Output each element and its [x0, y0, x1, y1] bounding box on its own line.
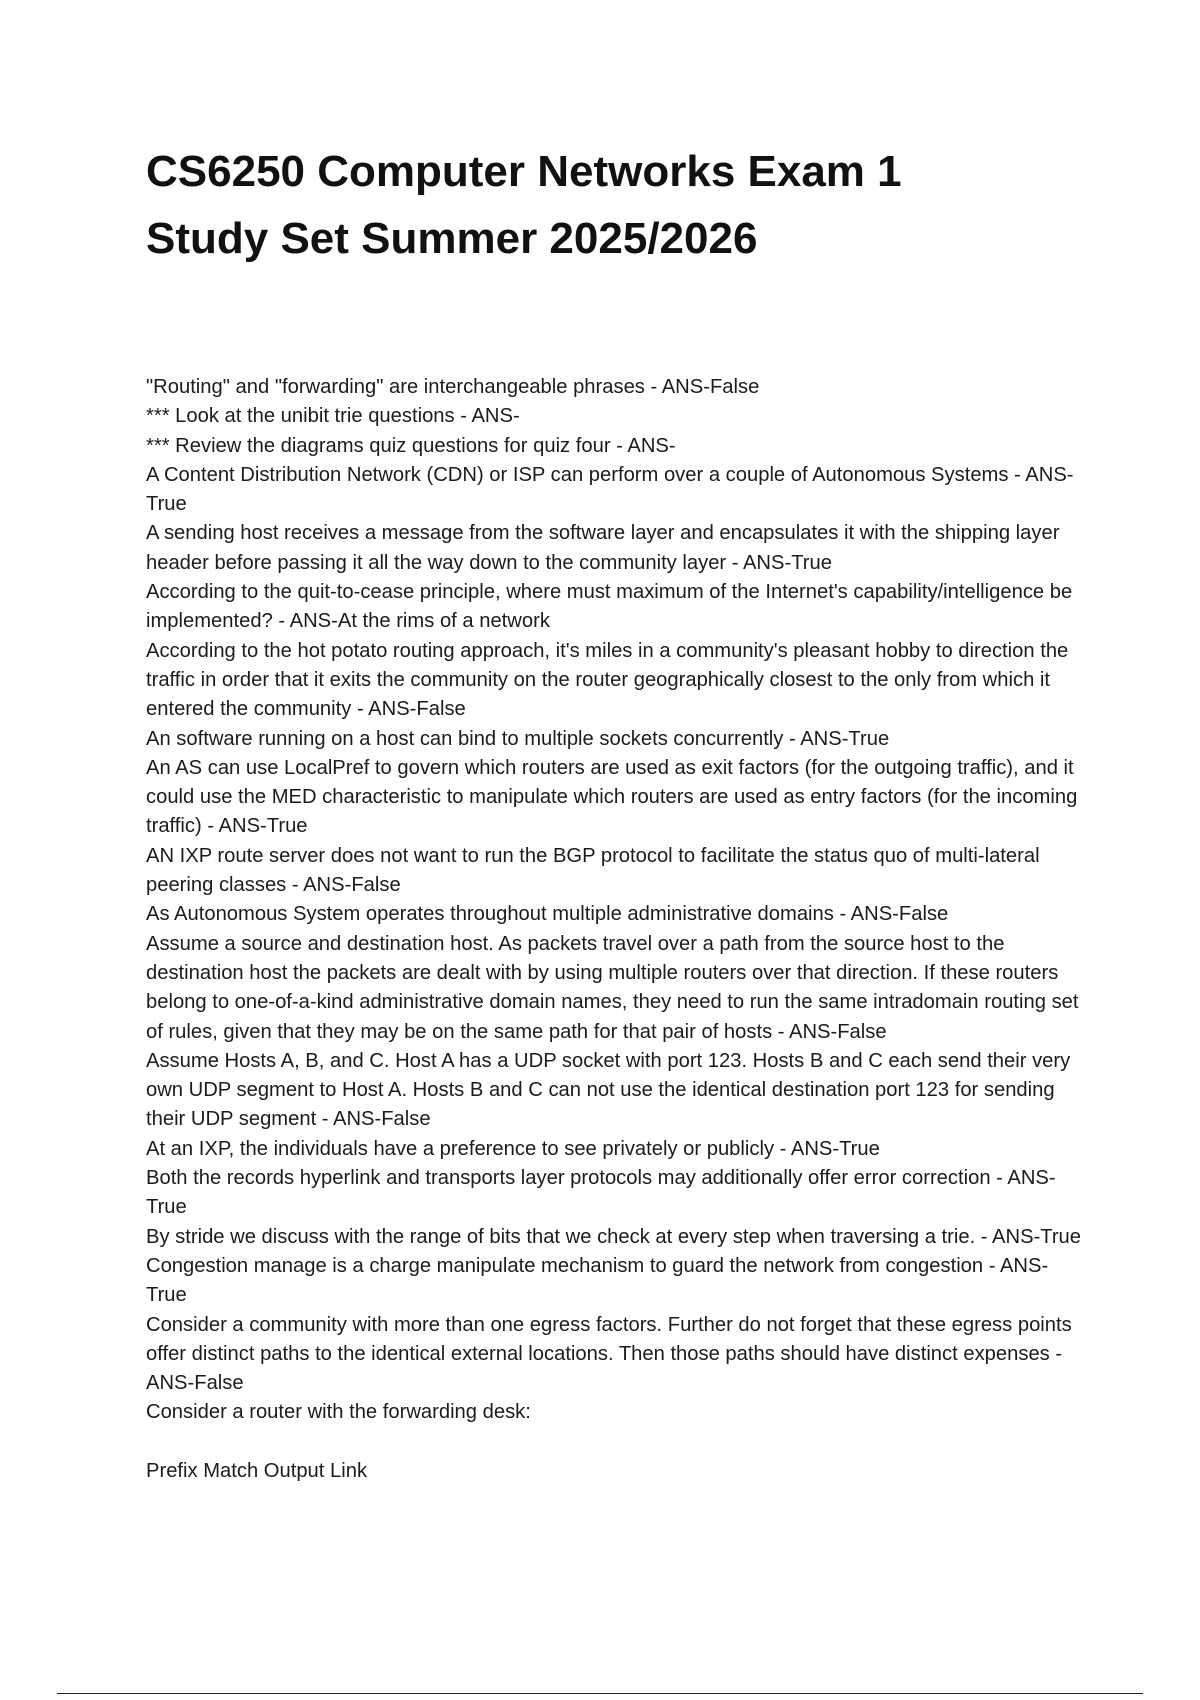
- qa-entry: By stride we discuss with the range of bits that we check at every step when traversing a trie. - ANS-True: [146, 1225, 1082, 1248]
- qa-entry: *** Review the diagrams quiz questions for quiz four - ANS-: [146, 434, 676, 457]
- qa-entry: An AS can use LocalPref to govern which routers are used as exit factors (for the outgoing traffic), and it could use the MED characteristic to manipulate which routers are used as entry factors (for the incoming traffic) - ANS-True: [146, 756, 1078, 838]
- qa-entry: Congestion manage is a charge manipulate mechanism to guard the network from congestion - ANS-True: [146, 1254, 1049, 1307]
- qa-entry: Consider a community with more than one egress factors. Further do not forget that these egress points offer distinct paths to the identical external locations. Then those paths should have distinct expenses - ANS-False: [146, 1313, 1072, 1395]
- qa-entry: Consider a router with the forwarding desk:: [146, 1401, 531, 1424]
- document-title-line-2: Study Set Summer 2025/2026: [146, 214, 758, 263]
- qa-entry: "Routing" and "forwarding" are interchangeable phrases - ANS-False: [146, 376, 760, 398]
- qa-entry: Assume Hosts A, B, and C. Host A has a UDP socket with port 123. Hosts B and C each send their very own UDP segment to Host A. Hosts B and C can not use the identical destination port 123 for sending their UDP segment - ANS-False: [146, 1049, 1071, 1131]
- qa-entry: According to the quit-to-cease principle, where must maximum of the Internet's capability/intelligence be implemented? - ANS-At the rims of a network: [146, 581, 1073, 633]
- qa-entry: According to the hot potato routing approach, it's miles in a community's pleasant hobby to direction the traffic in order that it exits the community on the router geographically closest to the only from which it entered the community - ANS-False: [146, 639, 1069, 721]
- forwarding-table-header: Prefix Match Output Link: [146, 1459, 368, 1482]
- footer-divider: [57, 1693, 1143, 1694]
- qa-entry: AN IXP route server does not want to run the BGP protocol to facilitate the status quo of multi-lateral peering classes - ANS-False: [146, 844, 1040, 897]
- qa-entry: Both the records hyperlink and transports layer protocols may additionally offer error correction - ANS-True: [146, 1167, 1056, 1219]
- qa-entry: A sending host receives a message from the software layer and encapsulates it with the shipping layer header before passing it all the way down to the community layer - ANS-True: [146, 522, 1060, 574]
- study-set-body: [146, 373, 1086, 1486]
- qa-entry: Assume a source and destination host. As packets travel over a path from the source host to the destination host the packets are dealt with by using multiple routers over that direction. If these routers belong to one-of-a-kind administrative domain names, they need to run the same intradomain routing set of rules, given that they may be on the same path for that pair of hosts - ANS-False: [146, 932, 1079, 1043]
- qa-entry: At an IXP, the individuals have a preference to see privately or publicly - ANS-True: [146, 1137, 880, 1160]
- document-title-line-1: CS6250 Computer Networks Exam 1: [146, 147, 902, 196]
- qa-entry: As Autonomous System operates throughout multiple administrative domains - ANS-False: [146, 903, 949, 926]
- qa-entry: *** Look at the unibit trie questions - ANS-: [146, 405, 520, 428]
- qa-entry: An software running on a host can bind to multiple sockets concurrently - ANS-True: [146, 727, 890, 750]
- qa-entry: A Content Distribution Network (CDN) or ISP can perform over a couple of Autonomous Systems - ANS-True: [146, 463, 1074, 516]
- document-title: [146, 138, 1106, 272]
